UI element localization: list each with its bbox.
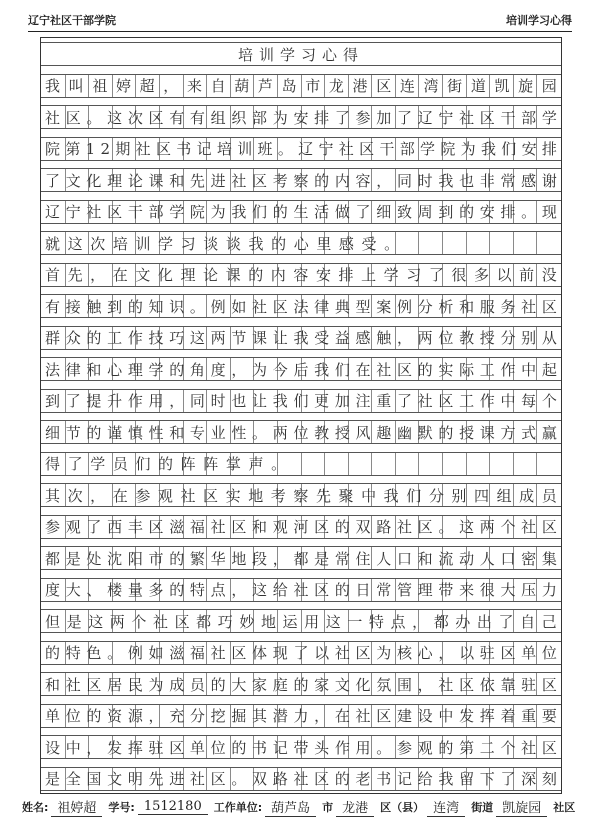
writing-line [41,294,561,318]
page-header [28,10,572,30]
writing-line [41,200,561,224]
handwritten-text-line: 细 节 的 谨 慎 性 和 专 业 性 。 两 位 教 授 风 趣 幽 默 的 授 课 方 式 赢 [45,423,557,442]
writing-line [41,767,561,791]
handwritten-text-line: 社 区 。 这 次 区 有 有 组 织 部 为 安 排 了 参 加 了 辽 宁 社 区 干 部 学 [45,108,557,127]
writing-line [41,672,561,696]
handwritten-text-line: 群 众 的 工 作 技 巧 这 两 节 课 让 我 受 益 感 触 ， 两 位 教 授 分 别 从 [45,329,557,347]
writing-line [41,483,561,507]
handwritten-text-line: 但 是 这 两 个 社 区 都 巧 妙 地 运 用 这 一 特 点 ， 都 办 出 了 自 己 [45,612,557,631]
handwritten-text-line: 都 是 处 沈 阳 市 的 繁 华 地 段 ， 都 是 常 住 人 口 和 流 动 人 口 密 集 [45,549,557,568]
writing-line [41,546,561,570]
writing-line [41,231,561,255]
writing-line [41,578,561,602]
writing-line [41,609,561,633]
handwritten-text-line: 院 第 1 2 期 社 区 书 记 培 训 班 。 辽 宁 社 区 干 部 学 院 为 我 们 安 排 [45,139,557,158]
writing-line [41,168,561,192]
writing-line [41,74,561,98]
community-suffix: 社区 [553,801,576,814]
district-value: 龙港 [336,797,374,817]
handwritten-text-line: 辽 宁 社 区 干 部 学 院 为 我 们 的 生 活 做 了 细 致 周 到 的 安 排 。 现 [45,203,557,221]
student-id-value: 1512180 [138,799,208,815]
street-suffix: 街道 [471,801,494,814]
handwritten-text-line: 有 接 触 到 的 知 识 。 例 如 社 区 法 律 典 型 案 例 分 析 和 服 务 社 区 [45,297,557,316]
handwritten-text-line: 单 位 的 资 源 ， 充 分 挖 掘 其 潜 力 ， 在 社 区 建 设 中 发 挥 着 重 要 [45,707,557,725]
student-id-label: 学号: [108,801,135,814]
handwritten-text-line: 法 律 和 心 理 学 的 角 度 ， 为 今 后 我 们 在 社 区 的 实 际 工 作 中 起 [45,360,557,379]
city-suffix: 市 [322,801,334,814]
writing-line [41,263,561,287]
writing-line [41,326,561,350]
handwritten-text-line: 到 了 提 升 作 用 ， 同 时 也 让 我 们 更 加 注 重 了 社 区 工 作 中 每 个 [45,392,557,410]
name-label: 姓名: [22,801,49,814]
writing-line [41,641,561,665]
street-value: 连湾 [427,797,465,817]
handwritten-text-line: 和 社 区 居 民 为 成 员 的 大 家 庭 的 家 文 化 氛 围 ， 社 区 依 靠 驻 区 [45,675,557,694]
handwritten-text-line: 设 中 ， 发 挥 驻 区 单 位 的 书 记 带 头 作 用 。 参 观 的 第 二 个 社 区 [45,738,557,757]
footer-info [22,796,578,818]
writing-line [41,357,561,381]
handwritten-text-line: 我 叫 祖 婷 超 ， 来 自 葫 芦 岛 市 龙 港 区 连 湾 街 道 凯 旋 园 [45,77,557,95]
writing-line [41,704,561,728]
writing-line [41,389,561,413]
handwritten-text-line: 了 文 化 理 论 课 和 先 进 社 区 考 察 的 内 容 ， 同 时 我 也 非 常 感 谢 [45,171,557,190]
document-type: 培训学习心得 [506,14,572,27]
handwritten-text-line: 得 了 学 员 们 的 阵 阵 掌 声 。 [45,455,287,473]
writing-line [41,105,561,129]
city-value: 葫芦岛 [265,797,316,817]
handwritten-text-line: 的 特 色 。 例 如 滋 福 社 区 体 现 了 以 社 区 为 核 心 ， 以 驻 区 单 位 [45,644,557,662]
writing-line [41,735,561,759]
handwritten-text-line: 首 先 ， 在 文 化 理 论 课 的 内 容 安 排 上 学 习 了 很 多 以 前 没 [45,266,557,284]
district-suffix: 区（县） [380,801,425,814]
writing-line [41,420,561,444]
header-divider [28,31,572,32]
writing-line [41,452,561,476]
institution-name: 辽宁社区干部学院 [28,14,116,27]
name-value: 祖婷超 [51,797,102,817]
handwritten-text-line: 是 全 国 文 明 先 进 社 区 。 双 路 社 区 的 老 书 记 给 我 留 下 了 深 刻 [45,770,557,788]
handwritten-text-line: 其 次 ， 在 参 观 社 区 实 地 考 察 先 聚 中 我 们 分 别 四 组 成 员 [45,486,557,505]
writing-line [41,137,561,161]
essay-title: 培训学习心得 [237,45,364,64]
handwritten-text-line: 度 大 、 楼 量 多 的 特 点 ， 这 给 社 区 的 日 常 管 理 带 来 很 大 压 力 [45,581,557,599]
writing-line [41,515,561,539]
community-value: 凯旋园 [496,797,547,817]
handwritten-text-line: 参 观 了 西 丰 区 滋 福 社 区 和 观 河 区 的 双 路 社 区 。 这 两 个 社 区 [45,518,557,536]
writing-sheet [40,37,562,794]
work-unit-label: 工作单位: [213,801,263,814]
title-line [41,42,561,66]
handwritten-text-line: 就 这 次 培 训 学 习 谈 谈 我 的 心 里 感 受 。 [45,234,400,253]
